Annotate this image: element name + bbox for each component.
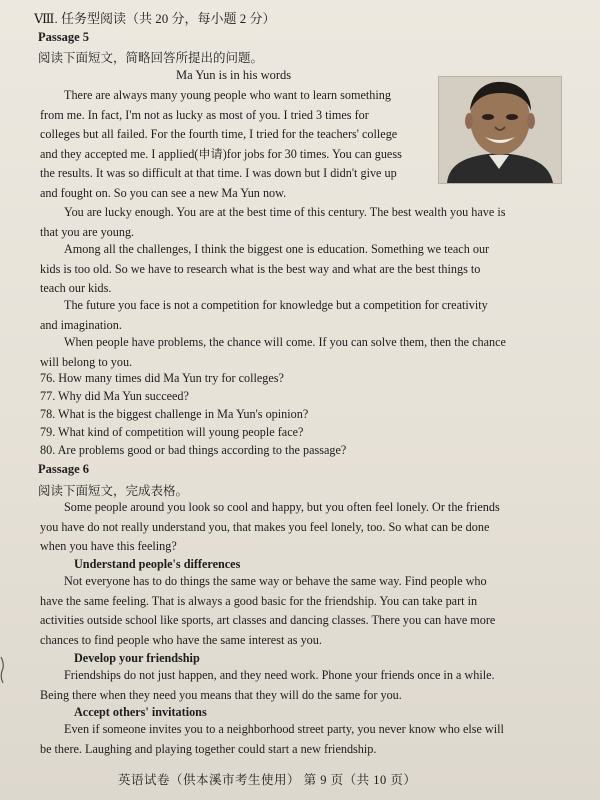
passage6-intro (40, 498, 500, 557)
text-line: Friendships do not just happen, and they need work. Phone your friends once in a while. (64, 668, 495, 682)
text-line: have the same feeling. That is always a good basic for the friendship. You can take part in (40, 593, 478, 608)
binding-mark-icon (0, 655, 6, 685)
passage5-paragraph-3 (40, 240, 489, 299)
passage5-label: Passage 5 (38, 30, 90, 44)
text-line: teach our kids. (40, 281, 112, 295)
question-78: 78. What is the biggest challenge in Ma Yun's opinion? (40, 407, 309, 421)
text-line: activities outside school like sports, art classes and dancing classes. There you can have more (40, 613, 496, 627)
passage6-instruction: 阅读下面短文，完成表格。 (38, 484, 189, 498)
text-line: you have do not really understand you, that makes you feel lonely, too. So what can be done (40, 519, 490, 534)
text-line: and imagination. (40, 317, 122, 332)
text-line: Not everyone has to do things the same way or behave the same way. Find people who (64, 574, 487, 588)
text-line: colleges but all failed. For the fourth time, I tried for the teachers' college (40, 127, 398, 141)
passage5-paragraph-4 (40, 296, 488, 335)
section-heading: Ⅷ. 任务型阅读（共 20 分，每小题 2 分） (34, 11, 276, 26)
text-line: be there. Laughing and playing together could start a new friendship. (40, 741, 377, 756)
text-line: There are always many young people who want to learn something (64, 88, 391, 102)
passage5-paragraph-5 (40, 333, 506, 372)
passage5-paragraph-1 (40, 86, 432, 203)
passage5-title: Ma Yun is in his words (176, 68, 292, 82)
section-body-differences (40, 572, 495, 650)
question-76: 76. How many times did Ma Yun try for colleges? (40, 371, 284, 385)
text-line: that you are young. (40, 224, 135, 239)
text-line: You are lucky enough. You are at the best time of this century. The best wealth you have is (64, 205, 506, 219)
text-line: Being there when they need you means that they will do the same for you. (40, 687, 402, 702)
text-line: the results. It was so difficult at that time. I was down but I didn't give up (40, 166, 397, 180)
text-line: Some people around you look so cool and happy, but you often feel lonely. Or the friends (64, 500, 500, 514)
text-line: when you have this feeling? (40, 539, 177, 553)
question-79: 79. What kind of competition will young people face? (40, 425, 304, 439)
section-heading-friendship: Develop your friendship (74, 651, 200, 665)
passage6-label: Passage 6 (38, 462, 90, 476)
section-body-invitations (40, 720, 504, 759)
question-80: 80. Are problems good or bad things according to the passage? (40, 443, 347, 457)
section-body-friendship (40, 666, 495, 705)
question-77: 77. Why did Ma Yun succeed? (40, 389, 189, 403)
page-footer: 英语试卷（供本溪市考生使用） 第 9 页（共 10 页） (118, 773, 417, 787)
text-line: and fought on. So you can see a new Ma Yun now. (40, 185, 287, 200)
passage5-instruction: 阅读下面短文，简略回答所提出的问题。 (38, 51, 264, 65)
section-heading-differences: Understand people's differences (74, 557, 241, 571)
ma-yun-photo (438, 76, 562, 184)
text-line: Even if someone invites you to a neighborhood street party, you never know who else will (64, 722, 504, 736)
text-line: kids is too old. So we have to research what is the best way and what are the best things to (40, 261, 481, 276)
text-line: Among all the challenges, I think the biggest one is education. Something we teach our (64, 242, 490, 256)
section-heading-invitations: Accept others' invitations (74, 705, 207, 719)
text-line: from me. In fact, I'm not as lucky as most of you. I tried 3 times for (40, 107, 369, 122)
text-line: The future you face is not a competition for knowledge but a competition for creativity (64, 298, 488, 312)
passage5-paragraph-2 (40, 203, 505, 242)
text-line: and they accepted me. I applied(申请)for jobs for 30 times. You can guess (40, 146, 402, 161)
text-line: chances to find people who have the same interest as you. (40, 632, 322, 647)
text-line: will belong to you. (40, 354, 133, 369)
text-line: When people have problems, the chance will come. If you can solve them, then the chance (64, 335, 506, 349)
